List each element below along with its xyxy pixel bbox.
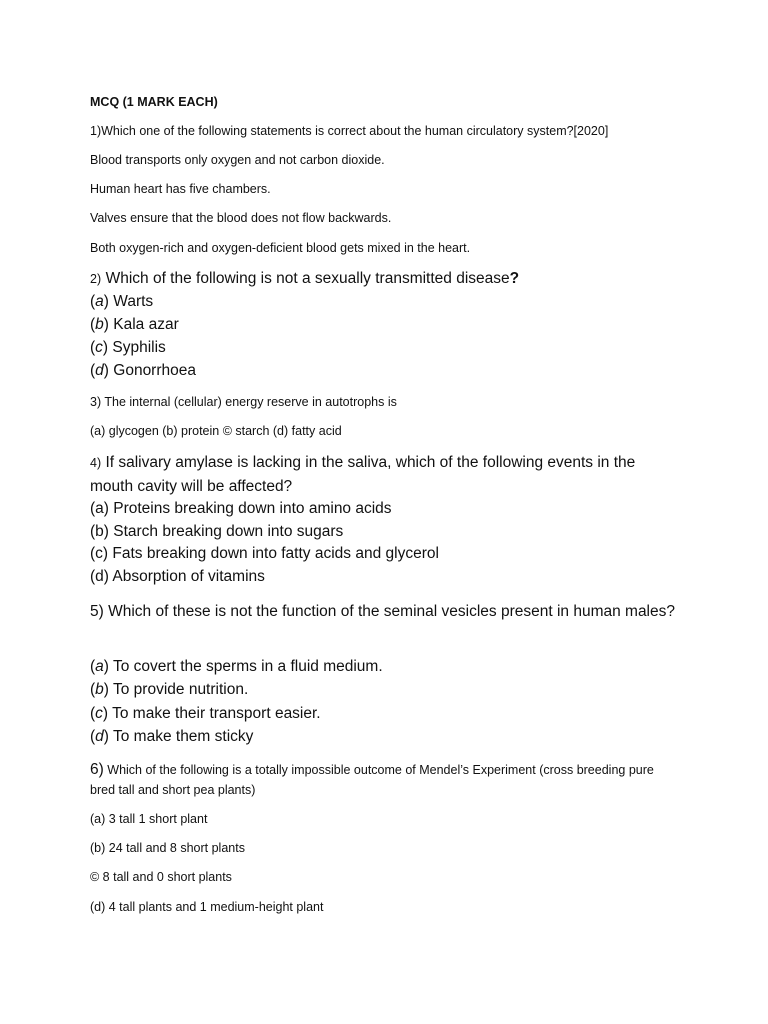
- question-5-option-b: (b) To provide nutrition.: [90, 681, 249, 698]
- question-4-option-d: (d) Absorption of vitamins: [90, 568, 265, 585]
- question-6-option-b: (b) 24 tall and 8 short plants: [90, 841, 245, 855]
- question-6-option-a: (a) 3 tall 1 short plant: [90, 812, 208, 826]
- question-6-option-c: © 8 tall and 0 short plants: [90, 870, 232, 884]
- question-4-question: If salivary amylase is lacking in the saliva, which of the following events in the mouth cavity will be affected?: [90, 454, 636, 495]
- question-4-option-b: (b) Starch breaking down into sugars: [90, 523, 344, 540]
- question-3-options: (a) glycogen (b) protein © starch (d) fatty acid: [90, 424, 342, 438]
- question-6-option-d: (d) 4 tall plants and 1 medium-height plant: [90, 900, 324, 914]
- question-5-option-c: (c) To make their transport easier.: [90, 705, 321, 722]
- question-5-option-d: (d) To make them sticky: [90, 728, 254, 745]
- question-4-option-c: (c) Fats breaking down into fatty acids and glycerol: [90, 545, 439, 562]
- question-2-option-b: (b) Kala azar: [90, 316, 179, 333]
- question-4-number: 4): [90, 456, 102, 470]
- question-6-question: Which of the following is a totally impossible outcome of Mendel’s Experiment (cross breeding pure bred tall and short pea plants): [90, 763, 654, 797]
- question-4-option-a: (a) Proteins breaking down into amino acids: [90, 500, 392, 517]
- question-5-option-a: (a) To covert the sperms in a fluid medium.: [90, 658, 383, 675]
- question-2-question-mark: ?: [509, 270, 520, 287]
- question-2-option-d: (d) Gonorrhoea: [90, 362, 196, 379]
- section-heading: MCQ (1 MARK EACH): [90, 95, 218, 109]
- question-1-text: 1)Which one of the following statements is correct about the human circulatory system?[2020]: [90, 124, 609, 138]
- question-6-text: [90, 760, 680, 800]
- question-2-question: Which of the following is not a sexually transmitted disease: [105, 270, 510, 287]
- question-2-text: [90, 271, 519, 287]
- question-6-number: 6): [90, 761, 104, 778]
- question-2-option-a: (a) Warts: [90, 293, 154, 310]
- question-5-text: 5) Which of these is not the function of the seminal vesicles present in human males?: [90, 603, 675, 620]
- question-1-option-3: Valves ensure that the blood does not flow backwards.: [90, 211, 392, 225]
- question-1-option-2: Human heart has five chambers.: [90, 182, 271, 196]
- question-1-option-1: Blood transports only oxygen and not carbon dioxide.: [90, 153, 385, 167]
- question-3-text: 3) The internal (cellular) energy reserve in autotrophs is: [90, 395, 397, 409]
- question-2-number: 2): [90, 272, 102, 286]
- question-4-text: [90, 451, 680, 498]
- question-2-option-c: (c) Syphilis: [90, 339, 166, 356]
- question-1-option-4: Both oxygen-rich and oxygen-deficient blood gets mixed in the heart.: [90, 241, 471, 255]
